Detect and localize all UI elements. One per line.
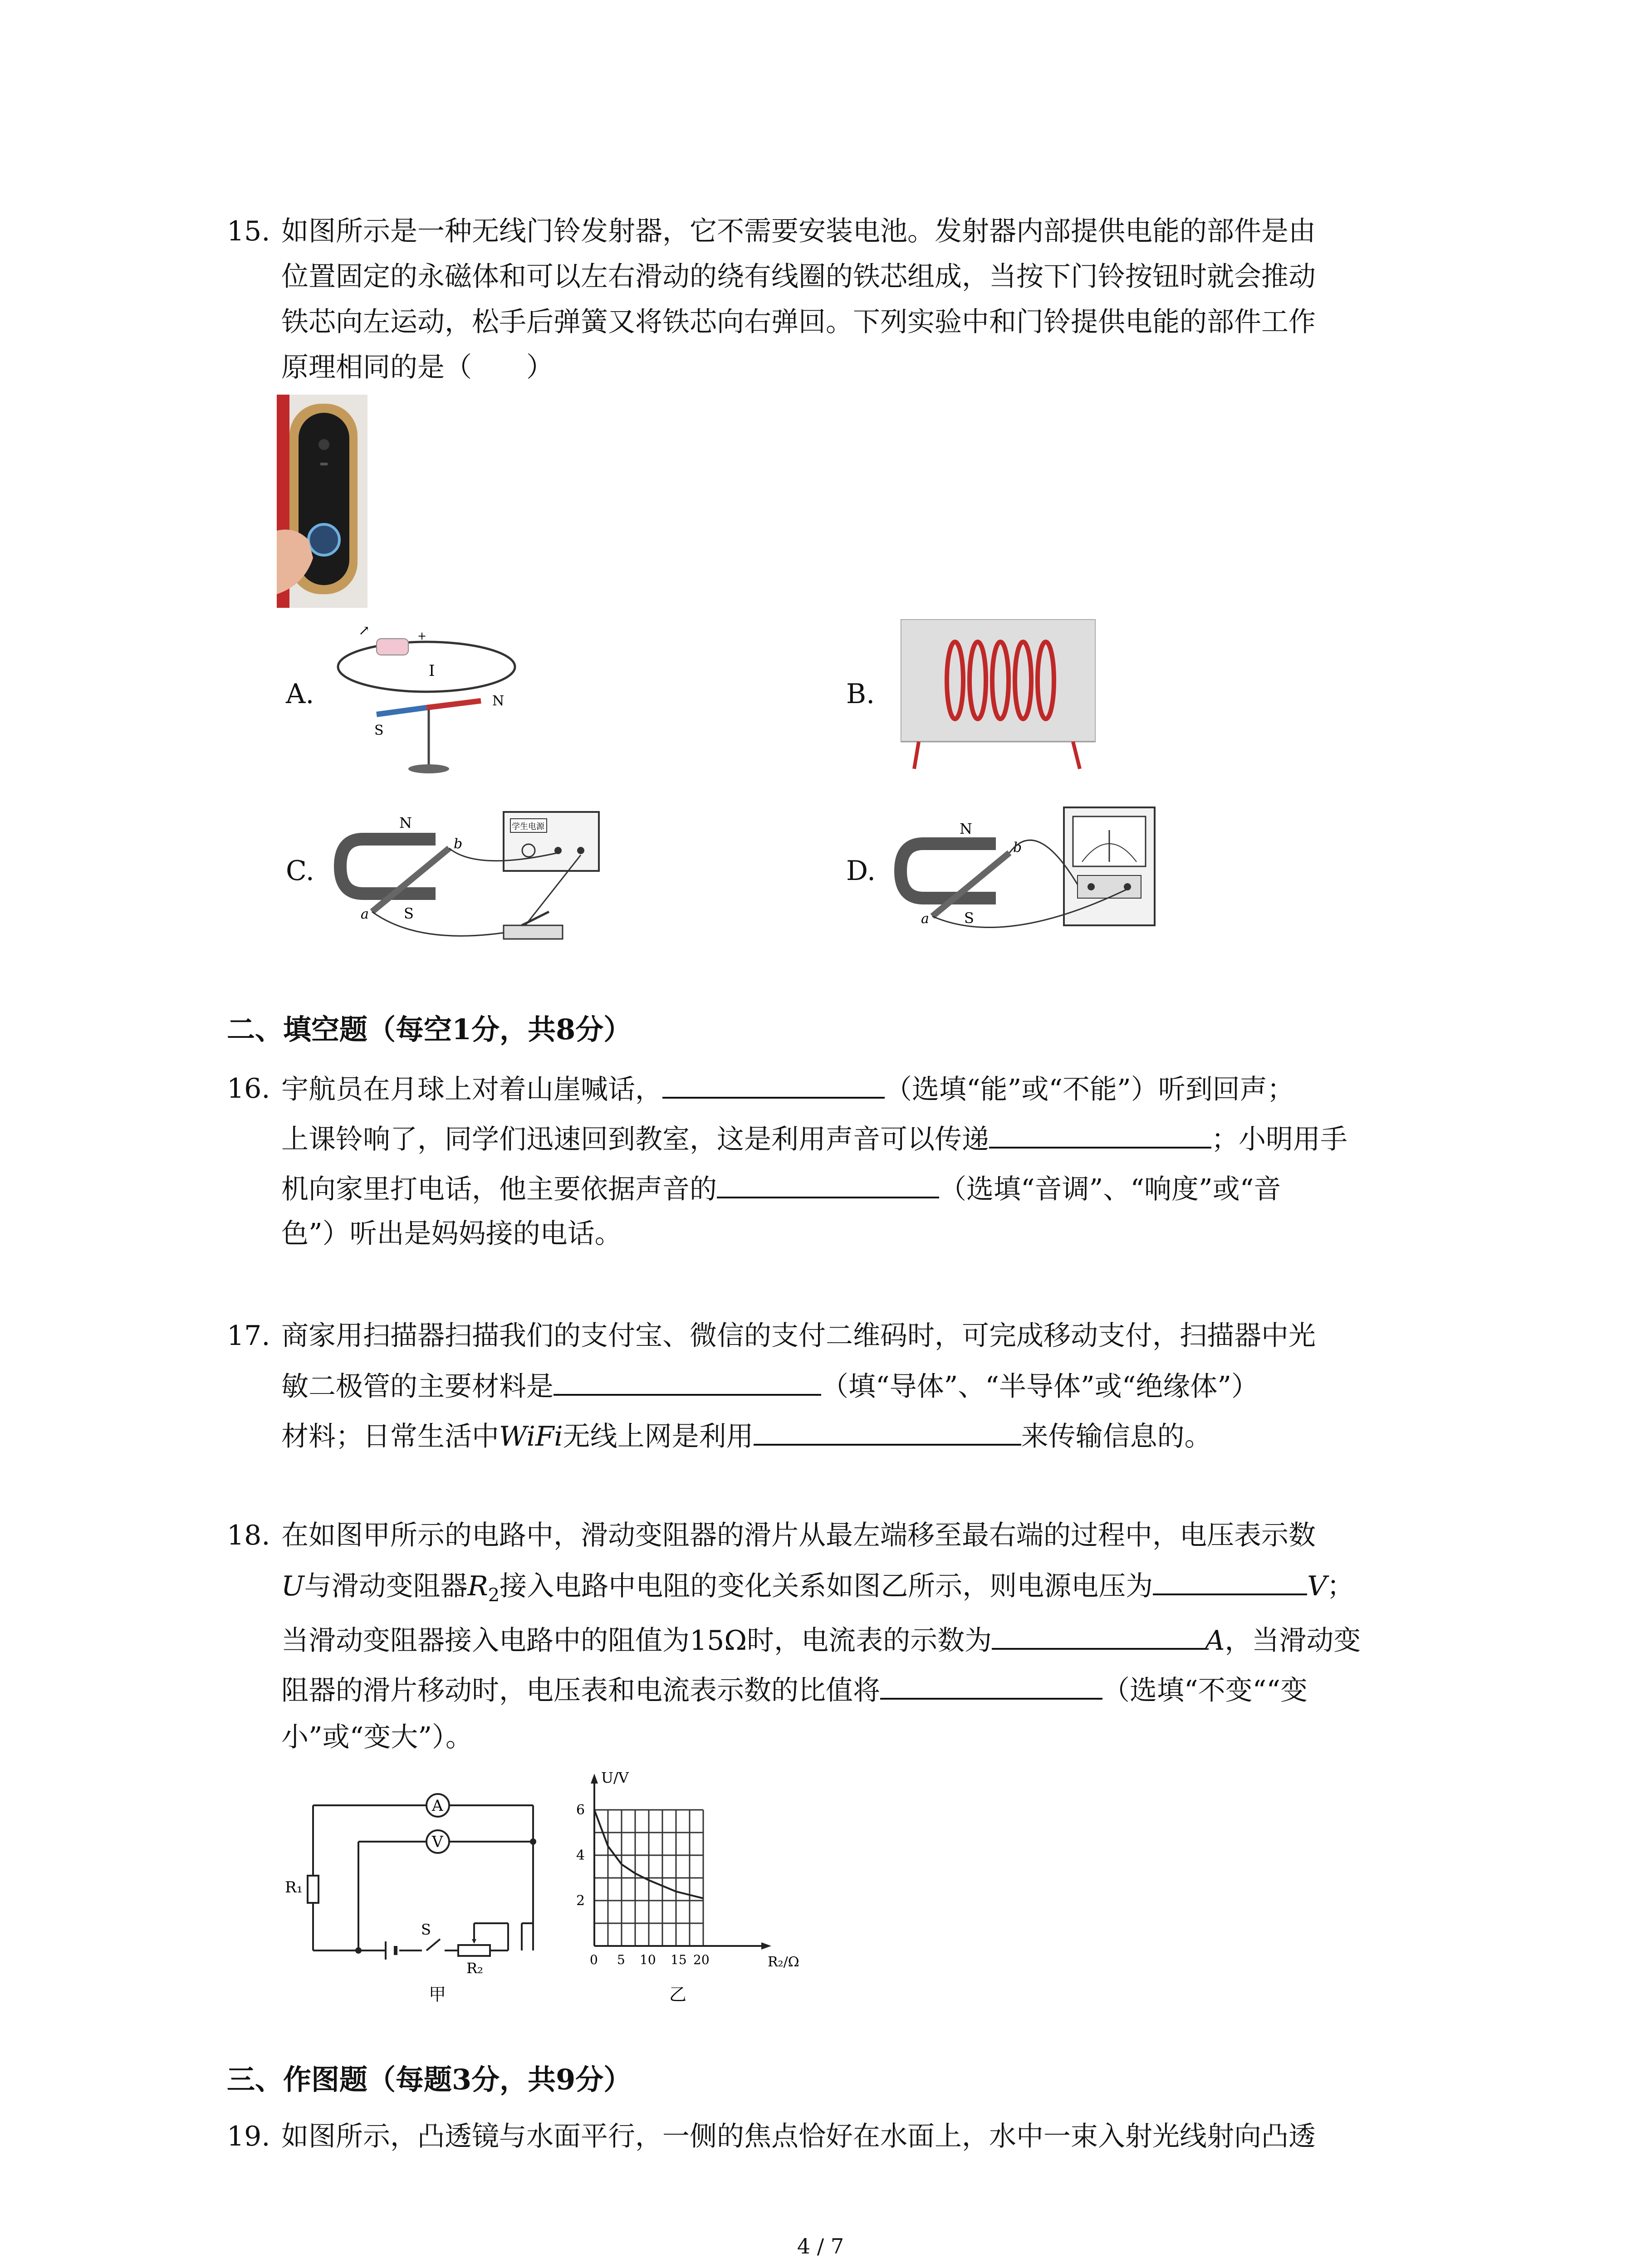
option-d-label: D. xyxy=(846,855,876,887)
q17-blank-2[interactable] xyxy=(754,1418,1021,1446)
q18-unit-v: V xyxy=(1307,1570,1327,1602)
option-b-label: B. xyxy=(846,678,875,710)
q18-text-2a: 与滑动变阻器 xyxy=(304,1570,468,1602)
graph-y-tick-2: 2 xyxy=(576,1893,585,1909)
q17-text-3a: 材料；日常生活中 xyxy=(281,1421,499,1452)
graph-x-tick-15: 15 xyxy=(671,1952,687,1967)
q18-u-symbol: U xyxy=(281,1570,304,1602)
q17-line-3 xyxy=(281,1418,1212,1455)
option-c-figure xyxy=(331,798,612,962)
fig-d-n-label: N xyxy=(960,820,972,837)
page-number: 4 / 7 xyxy=(797,2234,844,2258)
svg-text:+: + xyxy=(417,630,427,642)
doorbell-image xyxy=(277,395,367,608)
fig-d-s-label: S xyxy=(964,909,974,927)
option-a-figure xyxy=(331,617,522,785)
q16-line-4: 色”）听出是妈妈接的电话。 xyxy=(281,1218,622,1250)
q17-number: 17. xyxy=(227,1320,270,1352)
option-d-figure xyxy=(892,798,1173,953)
graph-y-tick-6: 6 xyxy=(576,1802,585,1818)
fig-c-a-label: a xyxy=(361,906,369,922)
q19-line-1: 如图所示，凸透镜与水面平行，一侧的焦点恰好在水面上，水中一束入射光线射向凸透 xyxy=(281,2121,1316,2152)
q16-blank-3[interactable] xyxy=(717,1170,939,1198)
q18-r-subscript: 2 xyxy=(488,1585,500,1606)
switch-label: S xyxy=(421,1921,431,1938)
q18-line-4 xyxy=(281,1672,1308,1709)
option-b-figure xyxy=(901,619,1096,773)
circuit-diagram xyxy=(277,1787,549,2005)
q17-wifi: WiFi xyxy=(499,1421,563,1452)
graph-y-tick-4: 4 xyxy=(576,1848,585,1863)
q18-text-3b: ，当滑动变 xyxy=(1225,1625,1361,1657)
q18-blank-2[interactable] xyxy=(992,1622,1205,1650)
voltmeter-label: V xyxy=(432,1833,443,1851)
q18-text-2b: 接入电路中电阻的变化关系如图乙所示，则电源电压为 xyxy=(500,1570,1153,1602)
graph-x-tick-0: 0 xyxy=(590,1952,598,1967)
q18-text-4a: 阻器的滑片移动时，电压表和电流表示数的比值将 xyxy=(281,1675,880,1706)
r1-label: R₁ xyxy=(285,1878,303,1897)
q18-line-5: 小”或“变大”）。 xyxy=(281,1721,473,1753)
q17-line-1: 商家用扫描器扫描我们的支付宝、微信的支付二维码时，可完成移动支付，扫描器中光 xyxy=(281,1320,1316,1352)
q17-line-2 xyxy=(281,1368,1259,1405)
q15-line-1: 如图所示是一种无线门铃发射器，它不需要安装电池。发射器内部提供电能的部件是由 xyxy=(281,215,1316,247)
q16-text-2a: 上课铃响了，同学们迅速回到教室，这是利用声音可以传递 xyxy=(281,1124,989,1155)
q18-line-2 xyxy=(281,1567,1354,1613)
graph-x-tick-5: 5 xyxy=(617,1952,625,1967)
q16-blank-2[interactable] xyxy=(989,1120,1211,1149)
fig-c-box-label: 学生电源 xyxy=(512,822,544,831)
q16-text-1b: （选填“能”或“不能”）听到回声； xyxy=(885,1074,1294,1105)
q18-text-4b: （选填“不变““变 xyxy=(1102,1675,1308,1706)
q17-text-3c: 来传输信息的。 xyxy=(1021,1421,1212,1452)
fig-a-n-label: N xyxy=(492,693,505,709)
fig-a-current-label: I xyxy=(429,662,435,680)
fig-c-n-label: N xyxy=(399,814,412,831)
q17-text-2b: （填“导体”、“半导体”或“绝缘体”） xyxy=(821,1371,1259,1403)
q16-text-3b: （选填“音调”、“响度”或“音 xyxy=(939,1173,1281,1205)
fig-d-b-label: b xyxy=(1013,840,1022,855)
svg-text:↗: ↗ xyxy=(358,623,370,639)
fig-c-b-label: b xyxy=(454,836,463,852)
graph-y-axis-label: U/V xyxy=(601,1769,629,1786)
q18-unit-a: A xyxy=(1205,1625,1225,1657)
q17-text-3b: 无线上网是利用 xyxy=(563,1421,754,1452)
u-r2-graph xyxy=(558,1765,821,2019)
q16-line-1 xyxy=(281,1070,1294,1108)
option-c-label: C. xyxy=(286,855,314,887)
q16-line-2 xyxy=(281,1120,1347,1158)
q16-line-3 xyxy=(281,1170,1281,1207)
fig-a-s-label: S xyxy=(374,723,384,738)
q15-number: 15. xyxy=(227,215,270,247)
section-3-title: 三、作图题（每题3分，共9分） xyxy=(227,2063,632,2096)
graph-x-tick-20: 20 xyxy=(693,1952,710,1967)
q15-line-3: 铁芯向左运动，松手后弹簧又将铁芯向右弹回。下列实验中和门铃提供电能的部件工作 xyxy=(281,306,1316,338)
q18-text-2end: ； xyxy=(1327,1570,1354,1602)
q18-line-3 xyxy=(281,1622,1361,1659)
q15-line-4: 原理相同的是（ ） xyxy=(281,352,554,383)
circuit-caption: 甲 xyxy=(429,1984,446,2004)
graph-grid xyxy=(594,1810,703,1946)
q16-text-1a: 宇航员在月球上对着山崖喊话， xyxy=(281,1074,662,1105)
graph-caption: 乙 xyxy=(669,1984,687,2004)
graph-x-tick-10: 10 xyxy=(640,1952,656,1967)
q19-number: 19. xyxy=(227,2121,270,2152)
q15-line-2: 位置固定的永磁体和可以左右滑动的绕有线圈的铁芯组成，当按下门铃按钮时就会推动 xyxy=(281,261,1316,293)
r2-label: R₂ xyxy=(466,1960,483,1977)
q18-number: 18. xyxy=(227,1520,270,1551)
q18-blank-3[interactable] xyxy=(880,1672,1102,1700)
q17-blank-1[interactable] xyxy=(554,1368,821,1396)
section-2-title: 二、填空题（每空1分，共8分） xyxy=(227,1013,632,1046)
fig-d-a-label: a xyxy=(921,911,929,927)
q16-number: 16. xyxy=(227,1073,270,1105)
graph-x-axis-label: R₂/Ω xyxy=(768,1954,799,1970)
q18-line-1: 在如图甲所示的电路中，滑动变阻器的滑片从最左端移至最右端的过程中，电压表示数 xyxy=(281,1520,1316,1551)
q16-blank-1[interactable] xyxy=(662,1070,885,1099)
q18-blank-1[interactable] xyxy=(1153,1567,1307,1595)
fig-c-s-label: S xyxy=(404,905,414,922)
q18-r-symbol: R xyxy=(467,1570,488,1602)
option-a-label: A. xyxy=(286,678,314,710)
q16-text-3a: 机向家里打电话，他主要依据声音的 xyxy=(281,1173,717,1205)
q17-text-2a: 敏二极管的主要材料是 xyxy=(281,1371,554,1403)
ammeter-label: A xyxy=(432,1797,443,1815)
q16-text-2b: ；小明用手 xyxy=(1211,1124,1347,1155)
q18-text-3a: 当滑动变阻器接入电路中的阻值为15Ω时，电流表的示数为 xyxy=(281,1625,992,1657)
